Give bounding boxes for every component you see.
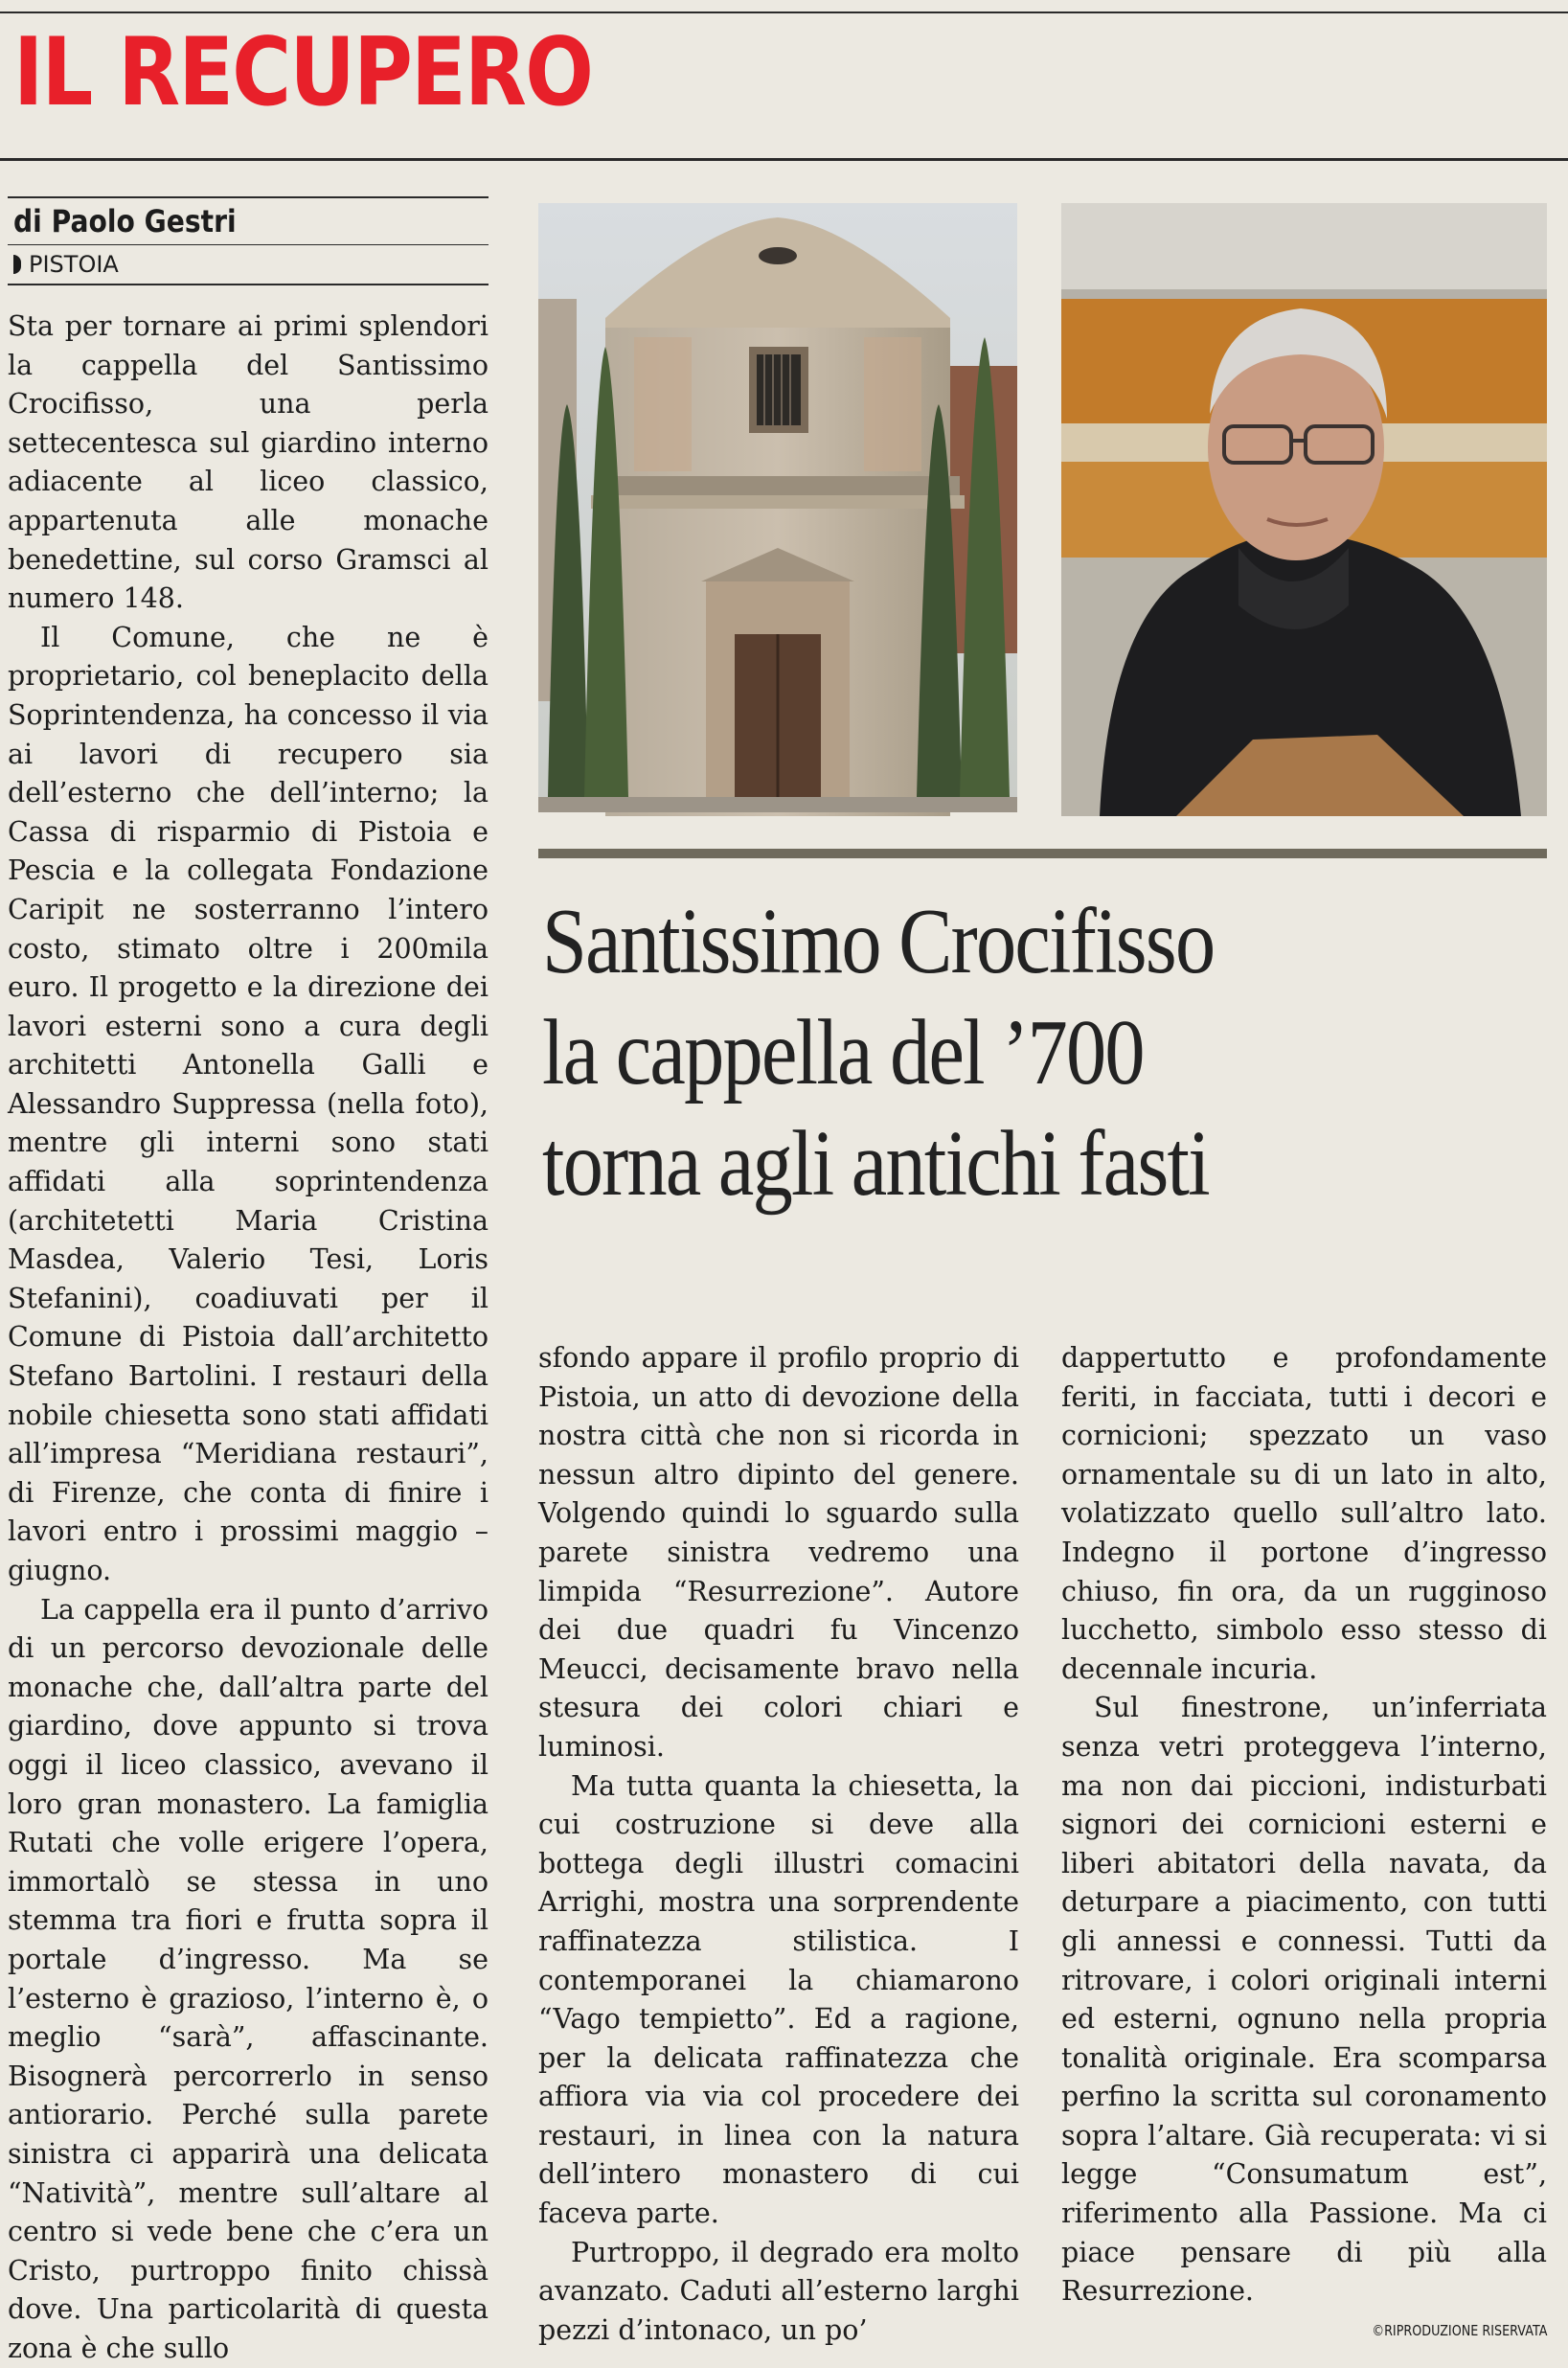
paragraph: Sul finestrone, un’inferriata senza vetri proteggeva l’interno, ma non dai piccioni, indisturbati signori dei cornicioni esterni e liberi abitatori della navata, da deturpare a piacimento, con tutti gli annessi e connessi. Tutti da ritrovare, i colori originali interni ed esterni, ognuno nella propria tonalità originale. Era scomparsa perfino la scritta sul coronamento sopra l’altare. Già recuperata: vi si legge “Consumatum est”, riferimento alla Passione. Ma ci piace pensare di più alla Resurrezione. — [1061, 1692, 1547, 2308]
article-column-2 — [538, 1339, 1019, 2346]
section-title: IL RECUPERO — [13, 18, 593, 127]
headline-line-1: Santissimo Crocifisso — [542, 890, 1215, 993]
dateline — [13, 251, 119, 278]
headline-line-3: torna agli antichi fasti — [542, 1112, 1209, 1216]
architect-portrait-graphic — [1061, 203, 1547, 816]
article-column-1 — [8, 307, 489, 2364]
headline — [542, 886, 1416, 1219]
paragraph: Il Comune, che ne è proprietario, col beneplacito della Soprintendenza, ha concesso il via ai lavori di recupero sia dell’esterno che dell’interno; la Cassa di risparmio di Pistoia e Pescia e la collegata Fondazione Caripit ne sosterranno l’intero costo, stimato oltre i 200mila euro. Il progetto e la direzione dei lavori esterni sono a cura degli architetti Antonella Galli e Alessandro Suppressa (nella foto), mentre gli interni sono stati affidati alla soprintendenza (architetetti Maria Cristina Masdea, Valerio Tesi, Loris Stefanini), coadiuvati per il Comune di Pistoia dall’architetto Stefano Bartolini. I restauri della nobile chiesetta sono stati affidati all’impresa “Meridiana restauri”, di Firenze, che conta di finire i lavori entro i prossimi maggio – giugno. — [8, 621, 489, 1586]
paragraph: Purtroppo, il degrado era molto avanzato. Caduti all’esterno larghi pezzi d’intonaco, un po’ — [538, 2236, 1019, 2346]
chapel-photo — [538, 203, 1017, 812]
headline-line-2: la cappella del ’700 — [542, 1001, 1144, 1104]
paragraph: Ma tutta quanta la chiesetta, la cui costruzione si deve alla bottega degli illustri comacini Arrighi, mostra una sorprendente raffinatezza stilistica. I contemporanei la chiamarono “Vago tempietto”. Ed a ragione, per la delicata raffinatezza che affiora via via col procedere dei restauri, in linea con la natura dell’intero monastero di cui faceva parte. — [538, 1769, 1019, 2230]
architect-portrait-photo — [1061, 203, 1547, 816]
paragraph: sfondo appare il profilo proprio di Pistoia, un atto di devozione della nostra città che non si ricorda in nessun altro dipinto del genere. Volgendo quindi lo sguardo sulla parete sinistra vedremo una limpida “Resurrezione”. Autore dei due quadri fu Vincenzo Meucci, decisamente bravo nella stesura dei colori chiari e luminosi. — [538, 1342, 1019, 1763]
dateline-place: PISTOIA — [29, 251, 119, 278]
paragraph: Sta per tornare ai primi splendori la cappella del Santissimo Crocifisso, una perla settecentesca sul giardino interno adiacente al liceo classico, appartenuta alle monache benedettine, sul corso Gramsci al numero 148. — [8, 310, 489, 615]
paragraph: dappertutto e profondamente feriti, in facciata, tutti i decori e cornicioni; spezzato un vaso ornamentale su di un lato in alto, volatizzato quello sull’altro lato. Indegno il portone d’ingresso chiuso, fin ora, da un rugginoso lucchetto, simbolo esso stesso di decennale incuria. — [1061, 1342, 1547, 1685]
chapel-photo-graphic — [538, 203, 1017, 812]
dateline-marker-icon — [13, 255, 21, 274]
author-byline: di Paolo Gestri — [13, 203, 237, 239]
paragraph: La cappella era il punto d’arrivo di un percorso devozionale delle monache che, dall’altra parte del giardino, dove appunto si trova oggi il liceo classico, avevano il loro gran monastero. La famiglia Rutati che volle erigere l’opera, immortalò se stessa in uno stemma tra fiori e frutta sopra il portale d’ingresso. Ma se l’esterno è grazioso, l’interno è, o meglio “sarà”, affascinante. Bisognerà percorrerlo in senso antiorario. Perché sulla parete sinistra ci apparirà una delicata “Natività”, mentre sull’altare al centro si vede bene che c’era un Cristo, purtroppo finito chissà dove. Una particolarità di questa zona è che sullo — [8, 1593, 489, 2364]
article-column-3 — [1061, 1339, 1547, 2307]
copyright-notice: ©RIPRODUZIONE RISERVATA — [1371, 2322, 1547, 2339]
